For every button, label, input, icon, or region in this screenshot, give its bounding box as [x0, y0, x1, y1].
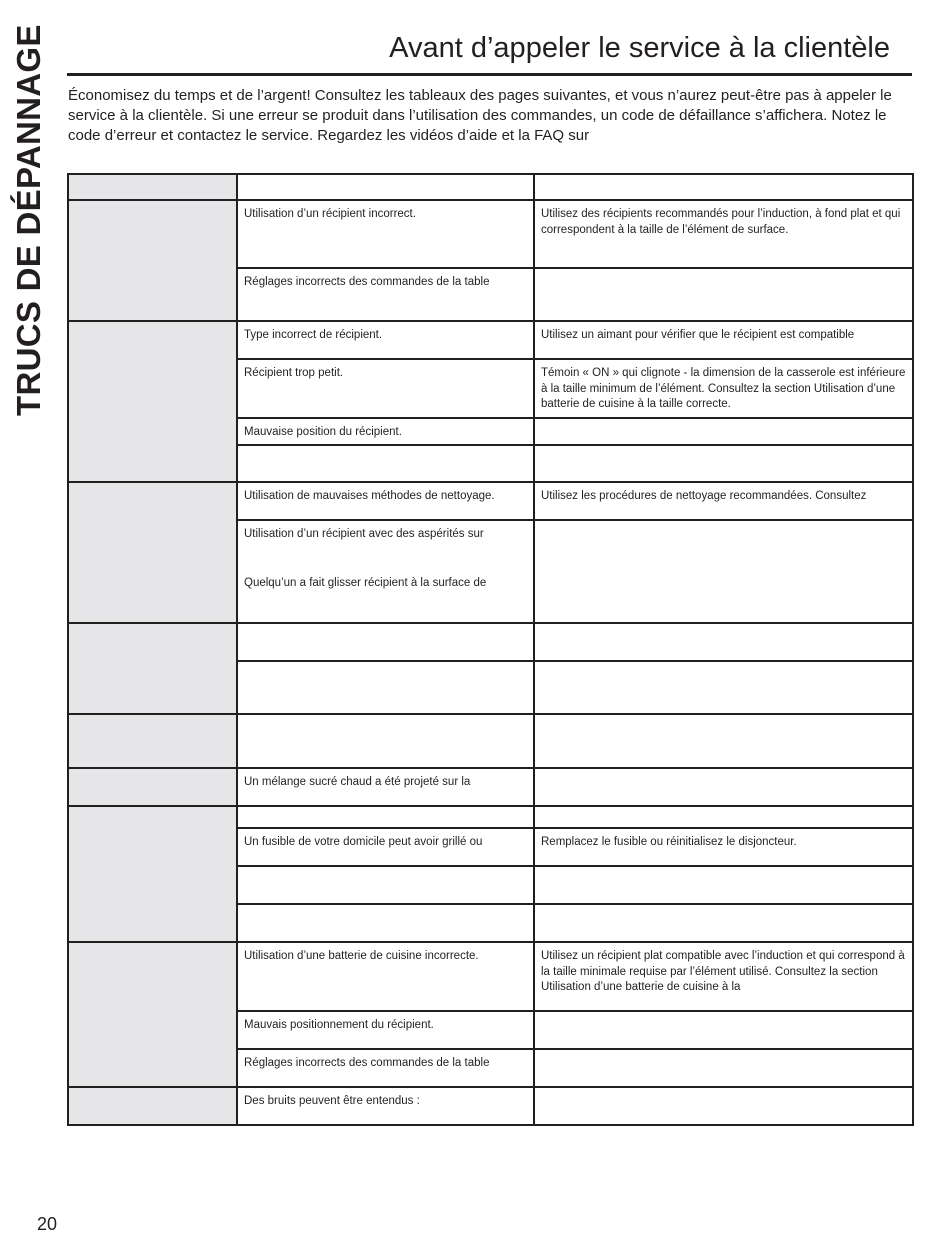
problem-cell	[68, 623, 237, 714]
problem-cell	[68, 1087, 237, 1125]
table-row	[68, 623, 913, 661]
cause-cell	[237, 904, 534, 942]
cause-cell: Utilisation de mauvaises méthodes de nettoyage.	[237, 482, 534, 520]
problem-cell	[68, 482, 237, 623]
solution-cell	[534, 806, 913, 828]
table-row	[68, 321, 913, 359]
title-rule	[67, 73, 912, 76]
solution-cell	[534, 520, 913, 623]
solution-cell: Utilisez des récipients recommandés pour l’induction, à fond plat et qui correspondent à la taille de l’élément de surface.	[534, 200, 913, 268]
problem-cell	[68, 321, 237, 482]
cause-cell: Mauvaise position du récipient.	[237, 418, 534, 446]
solution-cell: Utilisez les procédures de nettoyage recommandées. Consultez	[534, 482, 913, 520]
cause-cell	[237, 866, 534, 904]
problem-cell	[68, 714, 237, 768]
cause-cell: Réglages incorrects des commandes de la table	[237, 268, 534, 321]
header-problem	[68, 174, 237, 200]
solution-cell	[534, 768, 913, 806]
troubleshooting-table	[67, 173, 914, 1126]
table-row	[68, 482, 913, 520]
solution-cell: Utilisez un aimant pour vérifier que le récipient est compatible	[534, 321, 913, 359]
cause-cell: Utilisation d’une batterie de cuisine incorrecte.	[237, 942, 534, 1011]
solution-cell	[534, 418, 913, 446]
intro-paragraph: Économisez du temps et de l’argent! Consultez les tableaux des pages suivantes, et vous n’aurez peut-être pas à appeler le service à la clientèle. Si une erreur se produit dans l’utilisation des commandes, un code de défaillance s’affichera. Notez le code d’erreur et contactez le service. Regardez les vidéos d’aide et la FAQ sur	[68, 87, 892, 144]
solution-cell	[534, 1011, 913, 1049]
solution-cell	[534, 623, 913, 661]
solution-cell	[534, 866, 913, 904]
cause-cell: Un mélange sucré chaud a été projeté sur la	[237, 768, 534, 806]
cause-cell	[237, 714, 534, 768]
cause-line: Utilisation d’un récipient avec des aspérités sur	[244, 528, 484, 540]
solution-cell	[534, 904, 913, 942]
cause-cell	[237, 623, 534, 661]
solution-cell	[534, 1087, 913, 1125]
solution-cell: Utilisez un récipient plat compatible avec l’induction et qui correspond à la taille minimale requise par l’élément utilisé. Consultez la section Utilisation d’une batterie de cuisine à la	[534, 942, 913, 1011]
solution-cell	[534, 661, 913, 714]
problem-cell	[68, 768, 237, 806]
problem-cell	[68, 806, 237, 942]
page-title: Avant d’appeler le service à la clientèle	[389, 32, 890, 64]
table-row	[68, 806, 913, 828]
table-header-row	[68, 174, 913, 200]
header-cause	[237, 174, 534, 200]
header-solution	[534, 174, 913, 200]
table-row	[68, 200, 913, 268]
solution-cell	[534, 445, 913, 482]
cause-cell	[237, 445, 534, 482]
cause-cell	[237, 806, 534, 828]
solution-cell	[534, 268, 913, 321]
cause-cell: Un fusible de votre domicile peut avoir grillé ou	[237, 828, 534, 866]
page-number: 20	[37, 1214, 58, 1234]
problem-cell	[68, 942, 237, 1087]
cause-line: Quelqu’un a fait glisser récipient à la surface de	[244, 576, 487, 589]
table-row	[68, 714, 913, 768]
cause-cell: Des bruits peuvent être entendus :	[237, 1087, 534, 1125]
problem-cell	[68, 200, 237, 321]
cause-cell: Type incorrect de récipient.	[237, 321, 534, 359]
cause-cell: Utilisation d’un récipient incorrect.	[237, 200, 534, 268]
solution-cell: Remplacez le fusible ou réinitialisez le disjoncteur.	[534, 828, 913, 866]
table-row	[68, 1087, 913, 1125]
solution-cell: Témoin « ON » qui clignote - la dimension de la casserole est inférieure à la taille minimum de l’élément. Consultez la section Utilisation d’une batterie de cuisine à la taille correcte.	[534, 359, 913, 418]
cause-spacer	[244, 543, 527, 576]
cause-cell: Mauvais positionnement du récipient.	[237, 1011, 534, 1049]
cause-cell: Réglages incorrects des commandes de la table	[237, 1049, 534, 1087]
cause-cell	[237, 520, 534, 623]
cause-cell	[237, 661, 534, 714]
solution-cell	[534, 714, 913, 768]
solution-cell	[534, 1049, 913, 1087]
side-tab-label: TRUCS DE DÉPANNAGE	[10, 24, 47, 416]
table-row	[68, 768, 913, 806]
table-row	[68, 942, 913, 1011]
cause-cell: Récipient trop petit.	[237, 359, 534, 418]
